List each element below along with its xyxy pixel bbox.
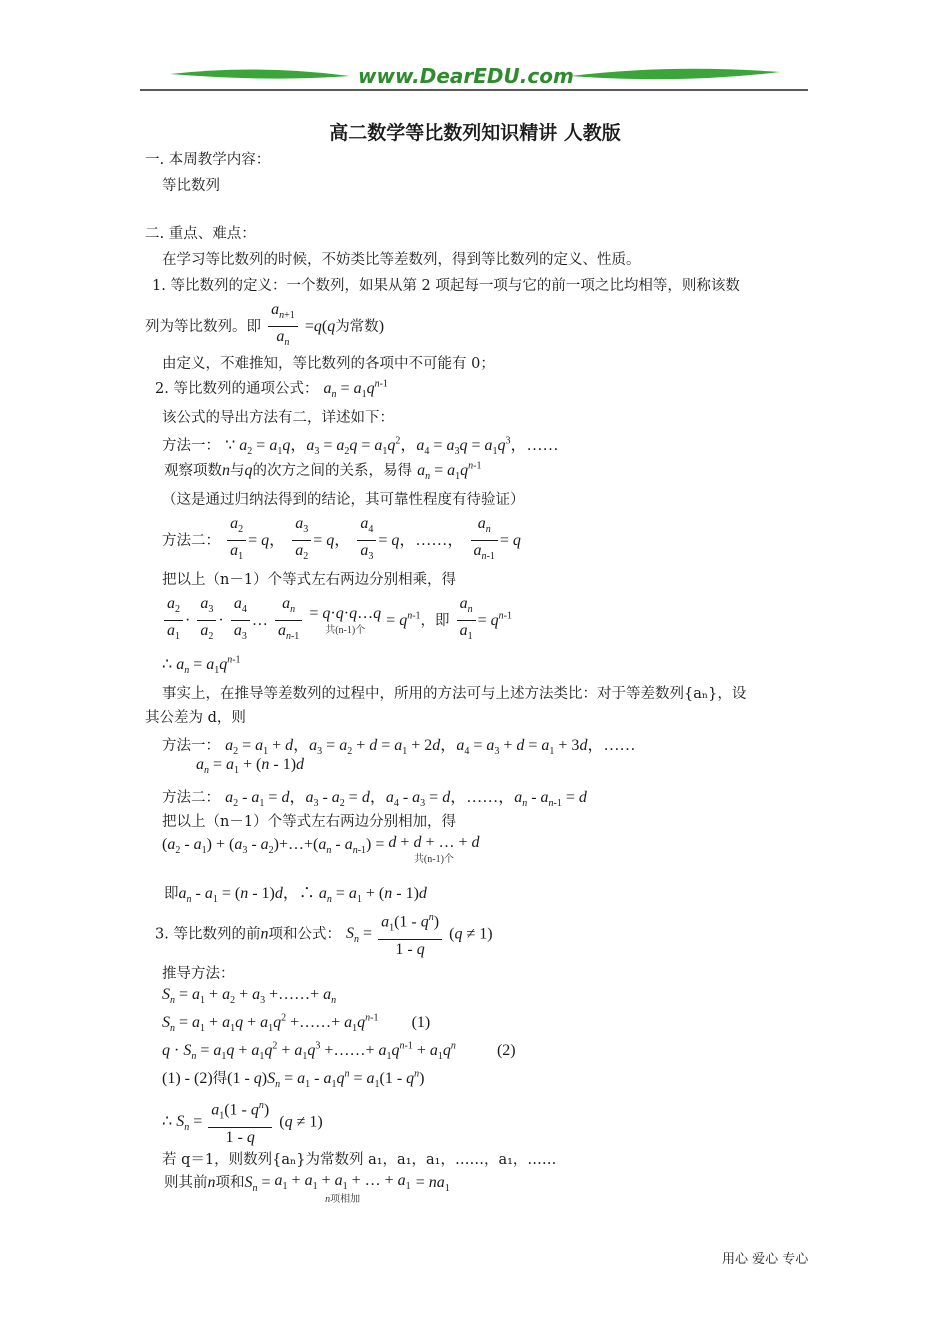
n-minus-1-terms-label-2: 共(n-1)个 xyxy=(413,854,454,865)
sn-eq2: $q \cdot S_n = a_1q + a_1q^2 + a_1q^3$ +……+ $a_1q^{n-1} + a_1q^n$ (2) xyxy=(162,1040,516,1063)
sum-title-b: 项和公式： xyxy=(268,926,341,943)
not-zero-note: 由定义，不难推知，等比数列的各项中不可能有 0； xyxy=(162,356,495,372)
definition-text: 列为等比数列。即 xyxy=(145,319,261,336)
section1-content: 等比数列 xyxy=(162,178,220,194)
n-terms-label: 项相加 xyxy=(330,1194,361,1206)
product-line: $\frac{a_2}{a_1}$ · $\frac{a_3}{a_2}$ · $\frac{a_4}{a_3}$ … $\frac{a_n}{a_{n-1}}$ = q·q·q…q 共(n-1)个 = $q^{n-1}$，即 $\frac{a_n}{a_1}$ = $q^{n-1}$ xyxy=(162,594,512,647)
fact-line1: 事实上，在推导等差数列的过程中，所用的方法可与上述方法类比：对于等差数列{aₙ}，设 xyxy=(162,686,747,702)
header-banner xyxy=(140,60,810,94)
eq1-label: (1) xyxy=(411,1014,431,1031)
observe-line: 观察项数n与q的次方之间的关系，易得 $a_n = a_1q^{n-1}$ xyxy=(164,460,482,483)
observe-text-a: 观察项数 xyxy=(164,463,222,479)
page-title: 高二数学等比数列知识精讲 人教版 xyxy=(329,122,621,144)
arith-method2: 方法二： $a_2 - a_1 = d$，$a_3 - a_2 = d$，$a_4 - a_3 = d$，……，$a_n - a_{n-1} = d$ xyxy=(162,789,587,810)
section1-heading: 一. 本周教学内容： xyxy=(145,152,271,168)
observe-text-b: 与 xyxy=(230,463,245,479)
method2-line: 方法二： $\frac{a_2}{a_1}$ = q， $\frac{a_3}{a_2}$ = q， $\frac{a_4}{a_3}$ = q，……， $\frac{a_n}{a_{n-1}}$ = q xyxy=(162,515,521,563)
arith-general: $a_n = a_1 + (n - 1)d$ xyxy=(196,756,305,777)
sum-diff-line: $(a_2 - a_1) + (a_3$ - $a_2)+\dots+(a_n - a_{n-1}) = d + d$ + … + d 共(n-1)个 xyxy=(162,834,480,865)
ratio-fraction: $\frac{a_{n+1}}{a_n}$ xyxy=(268,300,298,353)
derive-intro: 该公式的导出方法有二，详述如下： xyxy=(162,410,394,426)
de-text: 得 xyxy=(212,1071,228,1087)
arith-conclusion: 即$a_n - a_1 = (n - 1)d$，∴ $a_n = a_1 + (n - 1)d$ xyxy=(164,885,427,906)
definition-line2: 列为等比数列。即 $\frac{a_{n+1}}{a_n}$ =q(q为常数) xyxy=(145,300,384,353)
constant-label: 为常数 xyxy=(335,319,379,336)
method2-label: 方法二： xyxy=(162,533,220,550)
therefore-an: ∴ $a_n = a_1q^{n-1}$ xyxy=(162,654,241,677)
fact-line2: 其公差为 d，则 xyxy=(145,710,246,726)
general-term-label: 2. 等比数列的通项公式： xyxy=(155,381,319,397)
q1-sum-text-b: 项和 xyxy=(215,1175,245,1191)
footer-slogan: 用心 爱心 专心 xyxy=(722,1252,809,1267)
q1-sum-text-a: 则其前 xyxy=(164,1175,208,1191)
q-equals-1-sum: 则其前n项和$S_n = a_1 + a_1 + a_1$ + … + $a_1$ n项相加 = $na_1$ xyxy=(164,1172,450,1206)
sn-expansion: $S_n = a_1 + a_2 + a_3$ +……+ $a_n$ xyxy=(162,986,337,1007)
observe-text-c: 的次方之间的关系，易得 xyxy=(252,463,412,479)
section2-heading: 二. 重点、难点： xyxy=(145,226,256,242)
intro-text: 在学习等比数列的时候，不妨类比等差数列，得到等比数列的定义、性质。 xyxy=(162,252,641,268)
multiply-text: 把以上（n－1）个等式左右两边分别相乘，得 xyxy=(162,572,457,588)
arith-method1: 方法一： $a_2 = a_1 + d$，$a_3 = a_2 + d = a_1 + 2d$，$a_4 = a_3 + d = a_1 + 3d$，…… xyxy=(162,737,636,758)
sum-formula-line: 3. 等比数列的前n项和公式： $S_n$ = $\frac{a_1(1 - q^n)}{1 - q}$ (q ≠ 1) xyxy=(155,908,493,960)
site-name: www.DearEDU.com xyxy=(358,64,574,88)
method1-label: 方法一： xyxy=(162,438,220,454)
ji-text: ，即 xyxy=(420,613,450,630)
induction-note: （这是通过归纳法得到的结论，其可靠性程度有待验证） xyxy=(162,492,525,508)
definition-line1: 1. 等比数列的定义：一个数列，如果从第 2 项起每一项与它的前一项之比均相等，则称该数 xyxy=(152,278,740,294)
sum-title-a: 3. 等比数列的前 xyxy=(155,926,261,943)
eq2-label: (2) xyxy=(496,1042,516,1059)
sn-eq1: $S_n = a_1 + a_1q + a_1q^2$ +……+ $a_1q^{n-1}$ (1) xyxy=(162,1012,431,1035)
general-term-line: 2. 等比数列的通项公式： $a_n = a_1q^{n-1}$ xyxy=(155,378,388,401)
ji2-text: 即 xyxy=(164,886,179,902)
derive-method-label: 推导方法： xyxy=(162,966,235,982)
arith-method1-label: 方法一： xyxy=(162,738,220,754)
method1-line: 方法一： ∵ $a_2 = a_1q$，$a_3 = a_2q = a_1q^2$，$a_4 = a_3q = a_1q^3$，…… xyxy=(162,435,559,458)
arith-method2-label: 方法二： xyxy=(162,790,220,806)
sn-result: ∴ $S_n$ = $\frac{a_1(1 - q^n)}{1 - q}$ (q ≠ 1) xyxy=(162,1096,323,1148)
subtract-line: (1) - (2)得$(1 - q)S_n = a_1 - a_1q^n = a_1(1 - q^n)$ xyxy=(162,1068,425,1091)
add-text: 把以上（n－1）个等式左右两边分别相加，得 xyxy=(162,814,457,830)
q-equals-1-line: 若 q＝1，则数列{aₙ}为常数列 a₁，a₁，a₁，……，a₁，…… xyxy=(162,1152,557,1168)
n-minus-1-terms-label: 共(n-1)个 xyxy=(325,625,366,637)
